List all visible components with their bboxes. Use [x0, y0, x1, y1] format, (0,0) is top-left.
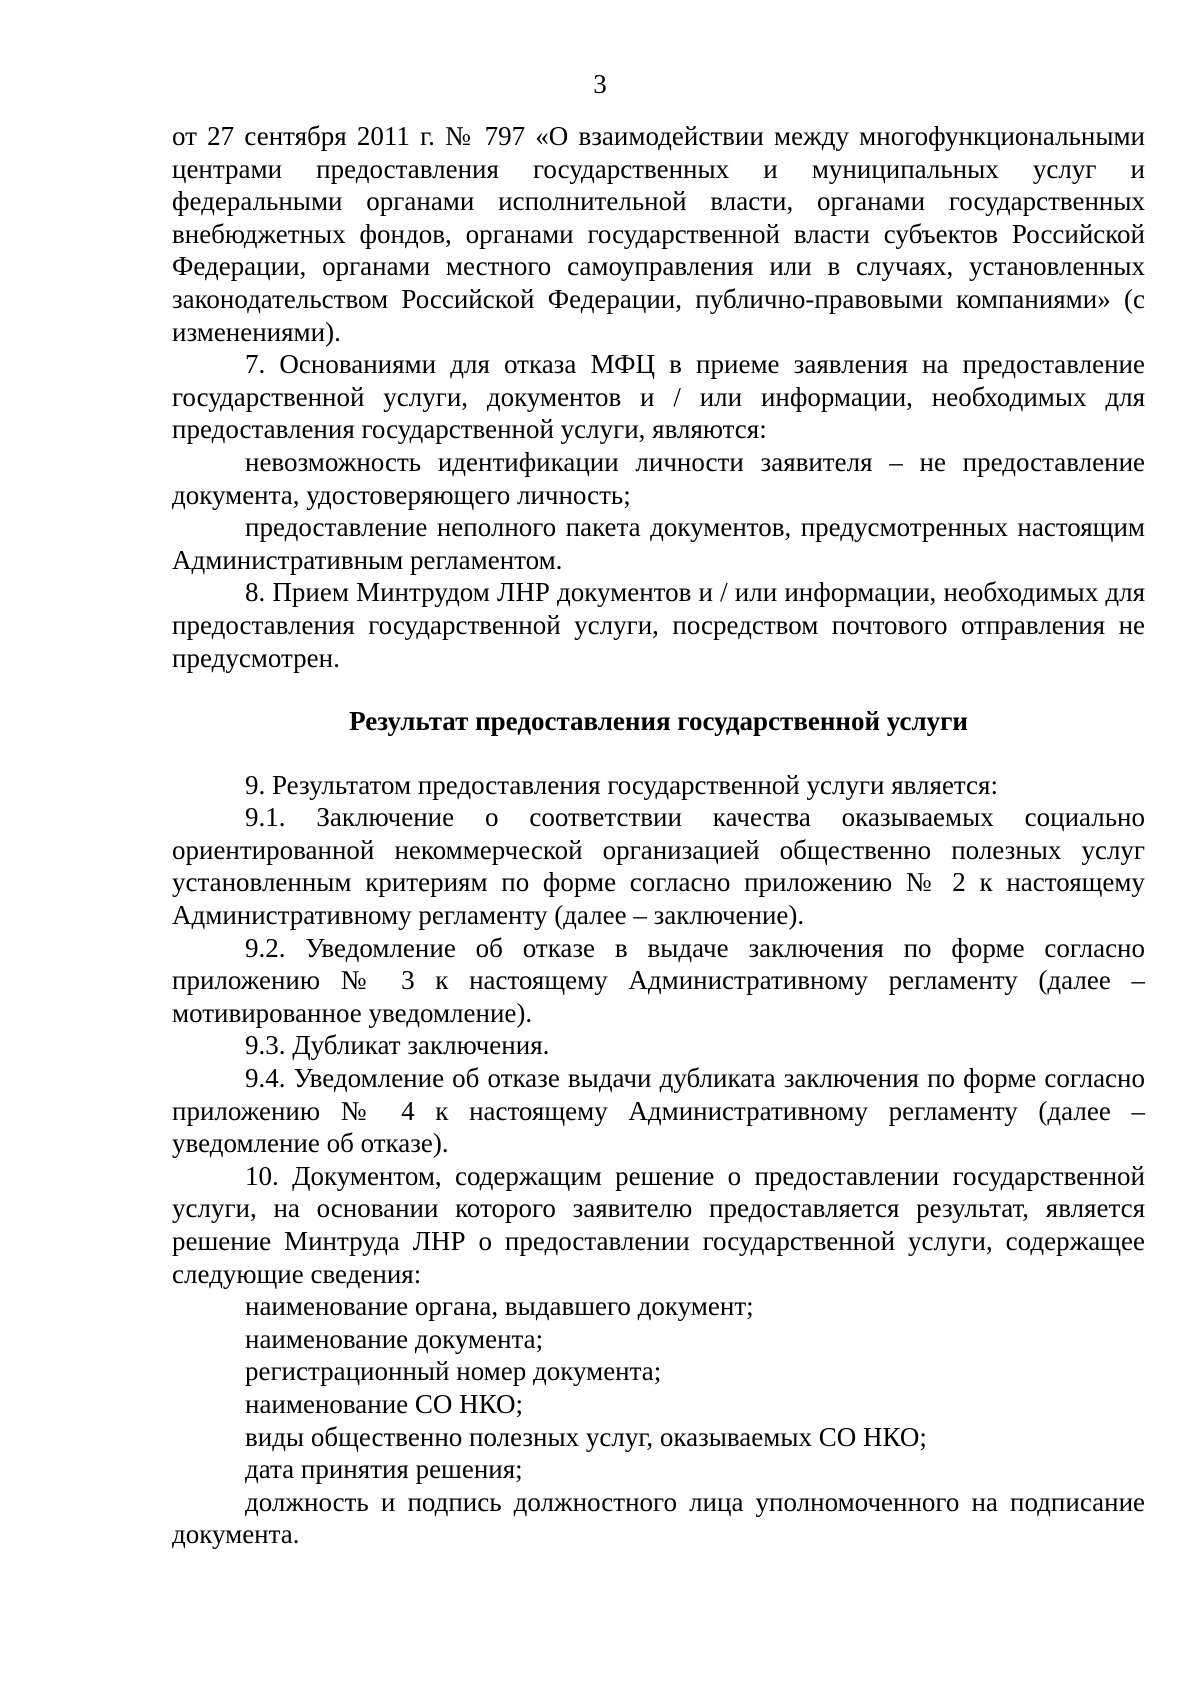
- paragraph-9-3-duplicate: 9.3. Дубликат заключения.: [245, 1030, 550, 1061]
- paragraph-10-decision-document: 10. Документом, содержащим решение о предоставлении государственной услуги, на основании которого заявителю предоставляется результат, является решение Минтруда ЛНР о предоставлении государственной услуги, содержащее следующие сведения:: [172, 1160, 1145, 1289]
- paragraph-incomplete-package: предоставление неполного пакета документов, предусмотренных настоящим Административным регламентом.: [172, 512, 1145, 575]
- list-item-organization-name: наименование СО НКО;: [245, 1388, 524, 1419]
- document-body: [172, 120, 1145, 1551]
- list-item-service-types: виды общественно полезных услуг, оказываемых СО НКО;: [245, 1421, 927, 1452]
- list-item-official-signature: должность и подпись должностного лица уполномоченного на подписание документа.: [172, 1486, 1145, 1550]
- paragraph-9-result: 9. Результатом предоставления государственной услуги является:: [245, 769, 998, 800]
- list-item-issuing-body: наименование органа, выдавшего документ;: [245, 1291, 754, 1322]
- section-heading-result: Результат предоставления государственной услуги: [349, 706, 968, 737]
- paragraph-9-4-duplicate-refusal: 9.4. Уведомление об отказе выдачи дубликата заключения по форме согласно приложению № 4 к настоящему Административному регламенту (далее – уведомление об отказе).: [172, 1063, 1145, 1159]
- paragraph-9-2-refusal-notice: 9.2. Уведомление об отказе в выдаче заключения по форме согласно приложению № 3 к настоящему Административному регламенту (далее – мотивированное уведомление).: [172, 932, 1145, 1028]
- paragraph-7-refusal-grounds: 7. Основаниями для отказа МФЦ в приеме заявления на предоставление государственной услуги, документов и / или информации, необходимых для предоставления государственной услуги, являются:: [172, 349, 1145, 445]
- list-item-document-name: наименование документа;: [245, 1323, 544, 1354]
- page-number: 3: [593, 69, 607, 99]
- list-item-registration-number: регистрационный номер документа;: [245, 1356, 662, 1387]
- paragraph-9-1-conclusion: 9.1. Заключение о соответствии качества оказываемых социально ориентированной некоммерческой организацией общественно полезных услуг установленным критериям по форме согласно приложению № 2 к настоящему Административному регламенту (далее – заключение).: [172, 802, 1145, 931]
- list-item-decision-date: дата принятия решения;: [245, 1454, 523, 1485]
- paragraph-8-postal-not-provided: 8. Прием Минтрудом ЛНР документов и / или информации, необходимых для предоставления государственной услуги, посредством почтового отправления не предусмотрен.: [172, 577, 1145, 673]
- paragraph-identification-impossible: невозможность идентификации личности заявителя – не предоставление документа, удостоверяющего личность;: [172, 446, 1145, 510]
- paragraph-law-reference: от 27 сентября 2011 г. № 797 «О взаимодействии между многофункциональными центрами предоставления государственных и муниципальных услуг и федеральными органами исполнительной власти, органами государственных внебюджетных фондов, органами государственной власти субъектов Российской Федерации, органами местного самоуправления или в случаях, установленных законодательством Российской Федерации, публично-правовыми компаниями» (с изменениями).: [172, 121, 1145, 347]
